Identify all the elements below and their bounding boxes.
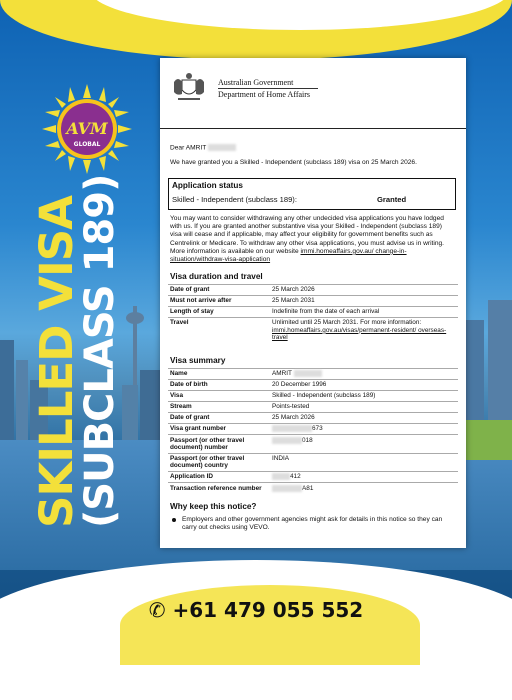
table-row: Length of stay Indefinite from the date of each arrival — [168, 307, 458, 318]
table-row: Passport (or other travel document) country INDIA — [168, 453, 458, 471]
phone-number: +61 479 055 552 — [172, 598, 364, 622]
phone-icon: ✆ — [148, 598, 166, 622]
status-heading: Application status — [172, 181, 243, 190]
table-row: Date of grant 25 March 2026 — [168, 285, 458, 296]
letterhead — [168, 68, 458, 108]
redacted-value — [272, 425, 312, 432]
summary-table — [168, 368, 458, 494]
redacted-value — [272, 437, 302, 444]
table-row: Travel Unlimited until 25 March 2031. For more information: immi.homeaffairs.gov.au/visas/permanent-resident/ overseas-travel — [168, 318, 458, 343]
grant-intro: We have granted you a Skilled - Independent (subclass 189) visa on 25 March 2026. — [170, 159, 417, 166]
status-value: Granted — [377, 195, 407, 204]
withdraw-advice: You may want to consider withdrawing any other undecided visa applications you have lodged with us. If you are granted another substantive visa your Skilled - Independent (subclass 189) visa will cease and if applicable, may affect your eligibility for government benefits such as Centrelink or Medicare. To withdraw any other visa applications, you must advise us in writing. More information is available on our website immi.homeaffairs.gov.au/ change-in-situation/withdraw-visa-application — [170, 215, 445, 264]
redacted-value — [272, 473, 290, 480]
notice-heading: Why keep this notice? — [170, 502, 257, 511]
table-row: Visa Skilled - Independent (subclass 189) — [168, 391, 458, 402]
advice-link[interactable]: immi.homeaffairs.gov.au/ change-in-situation/withdraw-visa-application — [170, 247, 407, 264]
bullet-icon — [172, 518, 176, 522]
coat-of-arms-icon — [172, 72, 206, 102]
logo-text: AVM — [66, 119, 108, 138]
department-name: Department of Home Affairs — [218, 90, 311, 99]
table-row: Date of grant 25 March 2026 — [168, 413, 458, 424]
status-label: Skilled - Independent (subclass 189): — [172, 195, 297, 204]
notice-bullet-text: Employers and other government agencies might ask for details in this notice so they can carry out checks using VEVO. — [182, 516, 443, 532]
table-row: Passport (or other travel document) number 018 — [168, 435, 458, 453]
redacted-value — [294, 370, 322, 377]
table-row: Must not arrive after 25 March 2031 — [168, 296, 458, 307]
table-row: Application ID 412 — [168, 472, 458, 483]
gov-name: Australian Government — [218, 78, 294, 87]
summary-heading: Visa summary — [170, 356, 226, 365]
header-rule — [160, 128, 466, 129]
duration-table — [168, 284, 458, 343]
redacted-value — [272, 485, 302, 492]
application-status-box — [168, 178, 456, 210]
logo-subtext: GLOBAL — [73, 141, 101, 148]
contact-phone[interactable] — [0, 598, 512, 622]
headline-line-2: (SUBCLASS 189) — [77, 174, 123, 528]
travel-link[interactable]: immi.homeaffairs.gov.au/visas/permanent-resident/ overseas-travel — [272, 326, 447, 342]
table-row: Visa grant number 673 — [168, 424, 458, 435]
bottom-yellow-wave — [120, 585, 420, 665]
duration-heading: Visa duration and travel — [170, 272, 263, 281]
table-row: Date of birth 20 December 1996 — [168, 380, 458, 391]
table-row: Name AMRIT — [168, 369, 458, 380]
letterhead-divider — [218, 88, 318, 89]
table-row: Stream Points-tested — [168, 402, 458, 413]
headline-line-1: SKILLED VISA — [30, 196, 83, 528]
table-row: Transaction reference number A81 — [168, 483, 458, 494]
salutation: Dear AMRIT — [170, 144, 455, 152]
redacted-surname — [208, 144, 236, 151]
visa-grant-notice — [160, 58, 466, 548]
avm-global-logo — [42, 84, 132, 174]
